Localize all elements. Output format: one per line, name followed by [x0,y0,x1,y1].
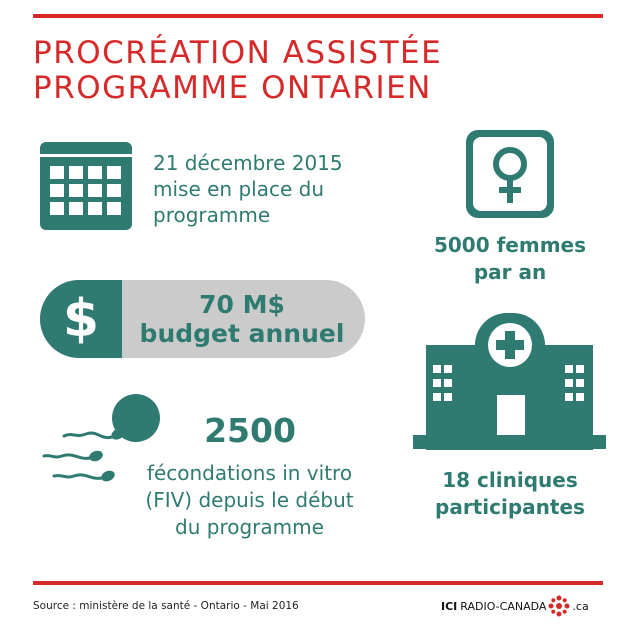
program-start-date: 21 décembre 2015 [153,151,343,175]
ivf-line-3: du programme [175,515,324,539]
clinics-count: 18 cliniques [442,468,578,492]
top-divider [33,14,603,18]
dollar-glyph: $ [62,289,100,349]
budget-text [122,290,362,348]
women-period: par an [473,260,547,284]
title-line-2: PROGRAMME ONTARIEN [33,70,432,106]
budget-amount: 70 M$ [199,290,285,319]
radio-canada-logo [441,594,589,618]
clinics-text [410,467,610,521]
ivf-line-1: fécondations in vitro [146,461,353,485]
logo-suffix: .ca [572,599,589,613]
program-start-line-3: programme [153,203,271,227]
ivf-line-2: (FIV) depuis le début [145,488,354,512]
program-start-line-2: mise en place du [153,177,324,201]
source-note: Source : ministère de la santé - Ontario - Mai 2016 [33,600,299,612]
ivf-count: 2500 [204,411,296,450]
women-count: 5000 femmes [433,233,587,257]
hospital-icon [413,313,606,450]
ivf-text [122,460,377,541]
title-line-1: PROCRÉATION ASSISTÉE [33,35,443,71]
page-title [33,36,442,106]
logo-brand: RADIO-CANADA [460,599,547,613]
dollar-icon [40,280,122,358]
logo-ici: ICI [441,599,458,613]
radio-canada-gem-icon [548,595,570,617]
program-start-text [153,150,343,228]
female-symbol-icon [466,130,554,218]
women-per-year-text [400,232,620,286]
calendar-icon [40,142,132,230]
bottom-divider [33,581,603,585]
budget-label: budget annuel [139,319,345,348]
clinics-label: participantes [435,495,585,519]
